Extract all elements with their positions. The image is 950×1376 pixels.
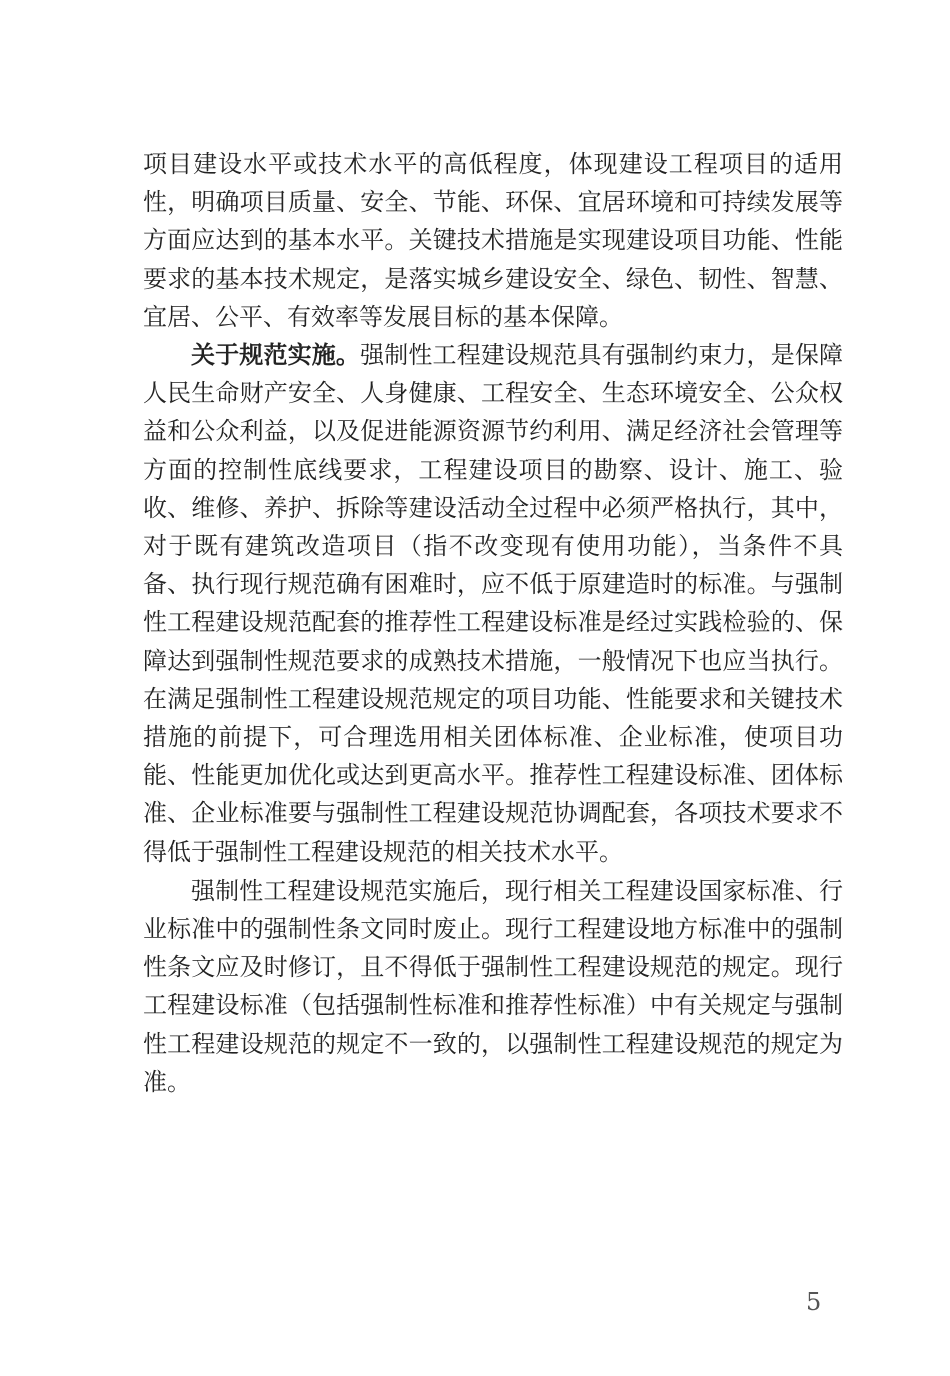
body-text [143,145,843,1101]
page-number: 5 [806,1288,822,1316]
paragraph-2-body: 强制性工程建设规范具有强制约束力，是保障人民生命财产安全、人身健康、工程安全、生态环境安全、公众权益和公众利益，以及促进能源资源节约利用、满足经济社会管理等方面的控制性底线要求，工程建设项目的勘察、设计、施工、验收、维修、养护、拆除等建设活动全过程中必须严格执行，其中，对于既有建筑改造项目（指不改变现有使用功能），当条件不具备、执行现行规范确有困难时，应不低于原建造时的标准。与强制性工程建设规范配套的推荐性工程建设标准是经过实践检验的、保障达到强制性规范要求的成熟技术措施，一般情况下也应当执行。在满足强制性工程建设规范规定的项目功能、性能要求和关键技术措施的前提下，可合理选用相关团体标准、企业标准，使项目功能、性能更加优化或达到更高水平。推荐性工程建设标准、团体标准、企业标准要与强制性工程建设规范协调配套，各项技术要求不得低于强制性工程建设规范的相关技术水平。 [143,341,843,866]
paragraph-3: 强制性工程建设规范实施后，现行相关工程建设国家标准、行业标准中的强制性条文同时废止。现行工程建设地方标准中的强制性条文应及时修订，且不得低于强制性工程建设规范的规定。现行工程建设标准（包括强制性标准和推荐性标准）中有关规定与强制性工程建设规范的规定不一致的，以强制性工程建设规范的规定为准。 [143,876,843,1096]
paragraph-1: 项目建设水平或技术水平的高低程度，体现建设工程项目的适用性，明确项目质量、安全、节能、环保、宜居环境和可持续发展等方面应达到的基本水平。关键技术措施是实现建设项目功能、性能要求的基本技术规定，是落实城乡建设安全、绿色、韧性、智慧、宜居、公平、有效率等发展目标的基本保障。 [143,150,843,331]
paragraph-2 [143,336,843,871]
paragraph-2-heading: 关于规范实施。 [191,341,361,370]
